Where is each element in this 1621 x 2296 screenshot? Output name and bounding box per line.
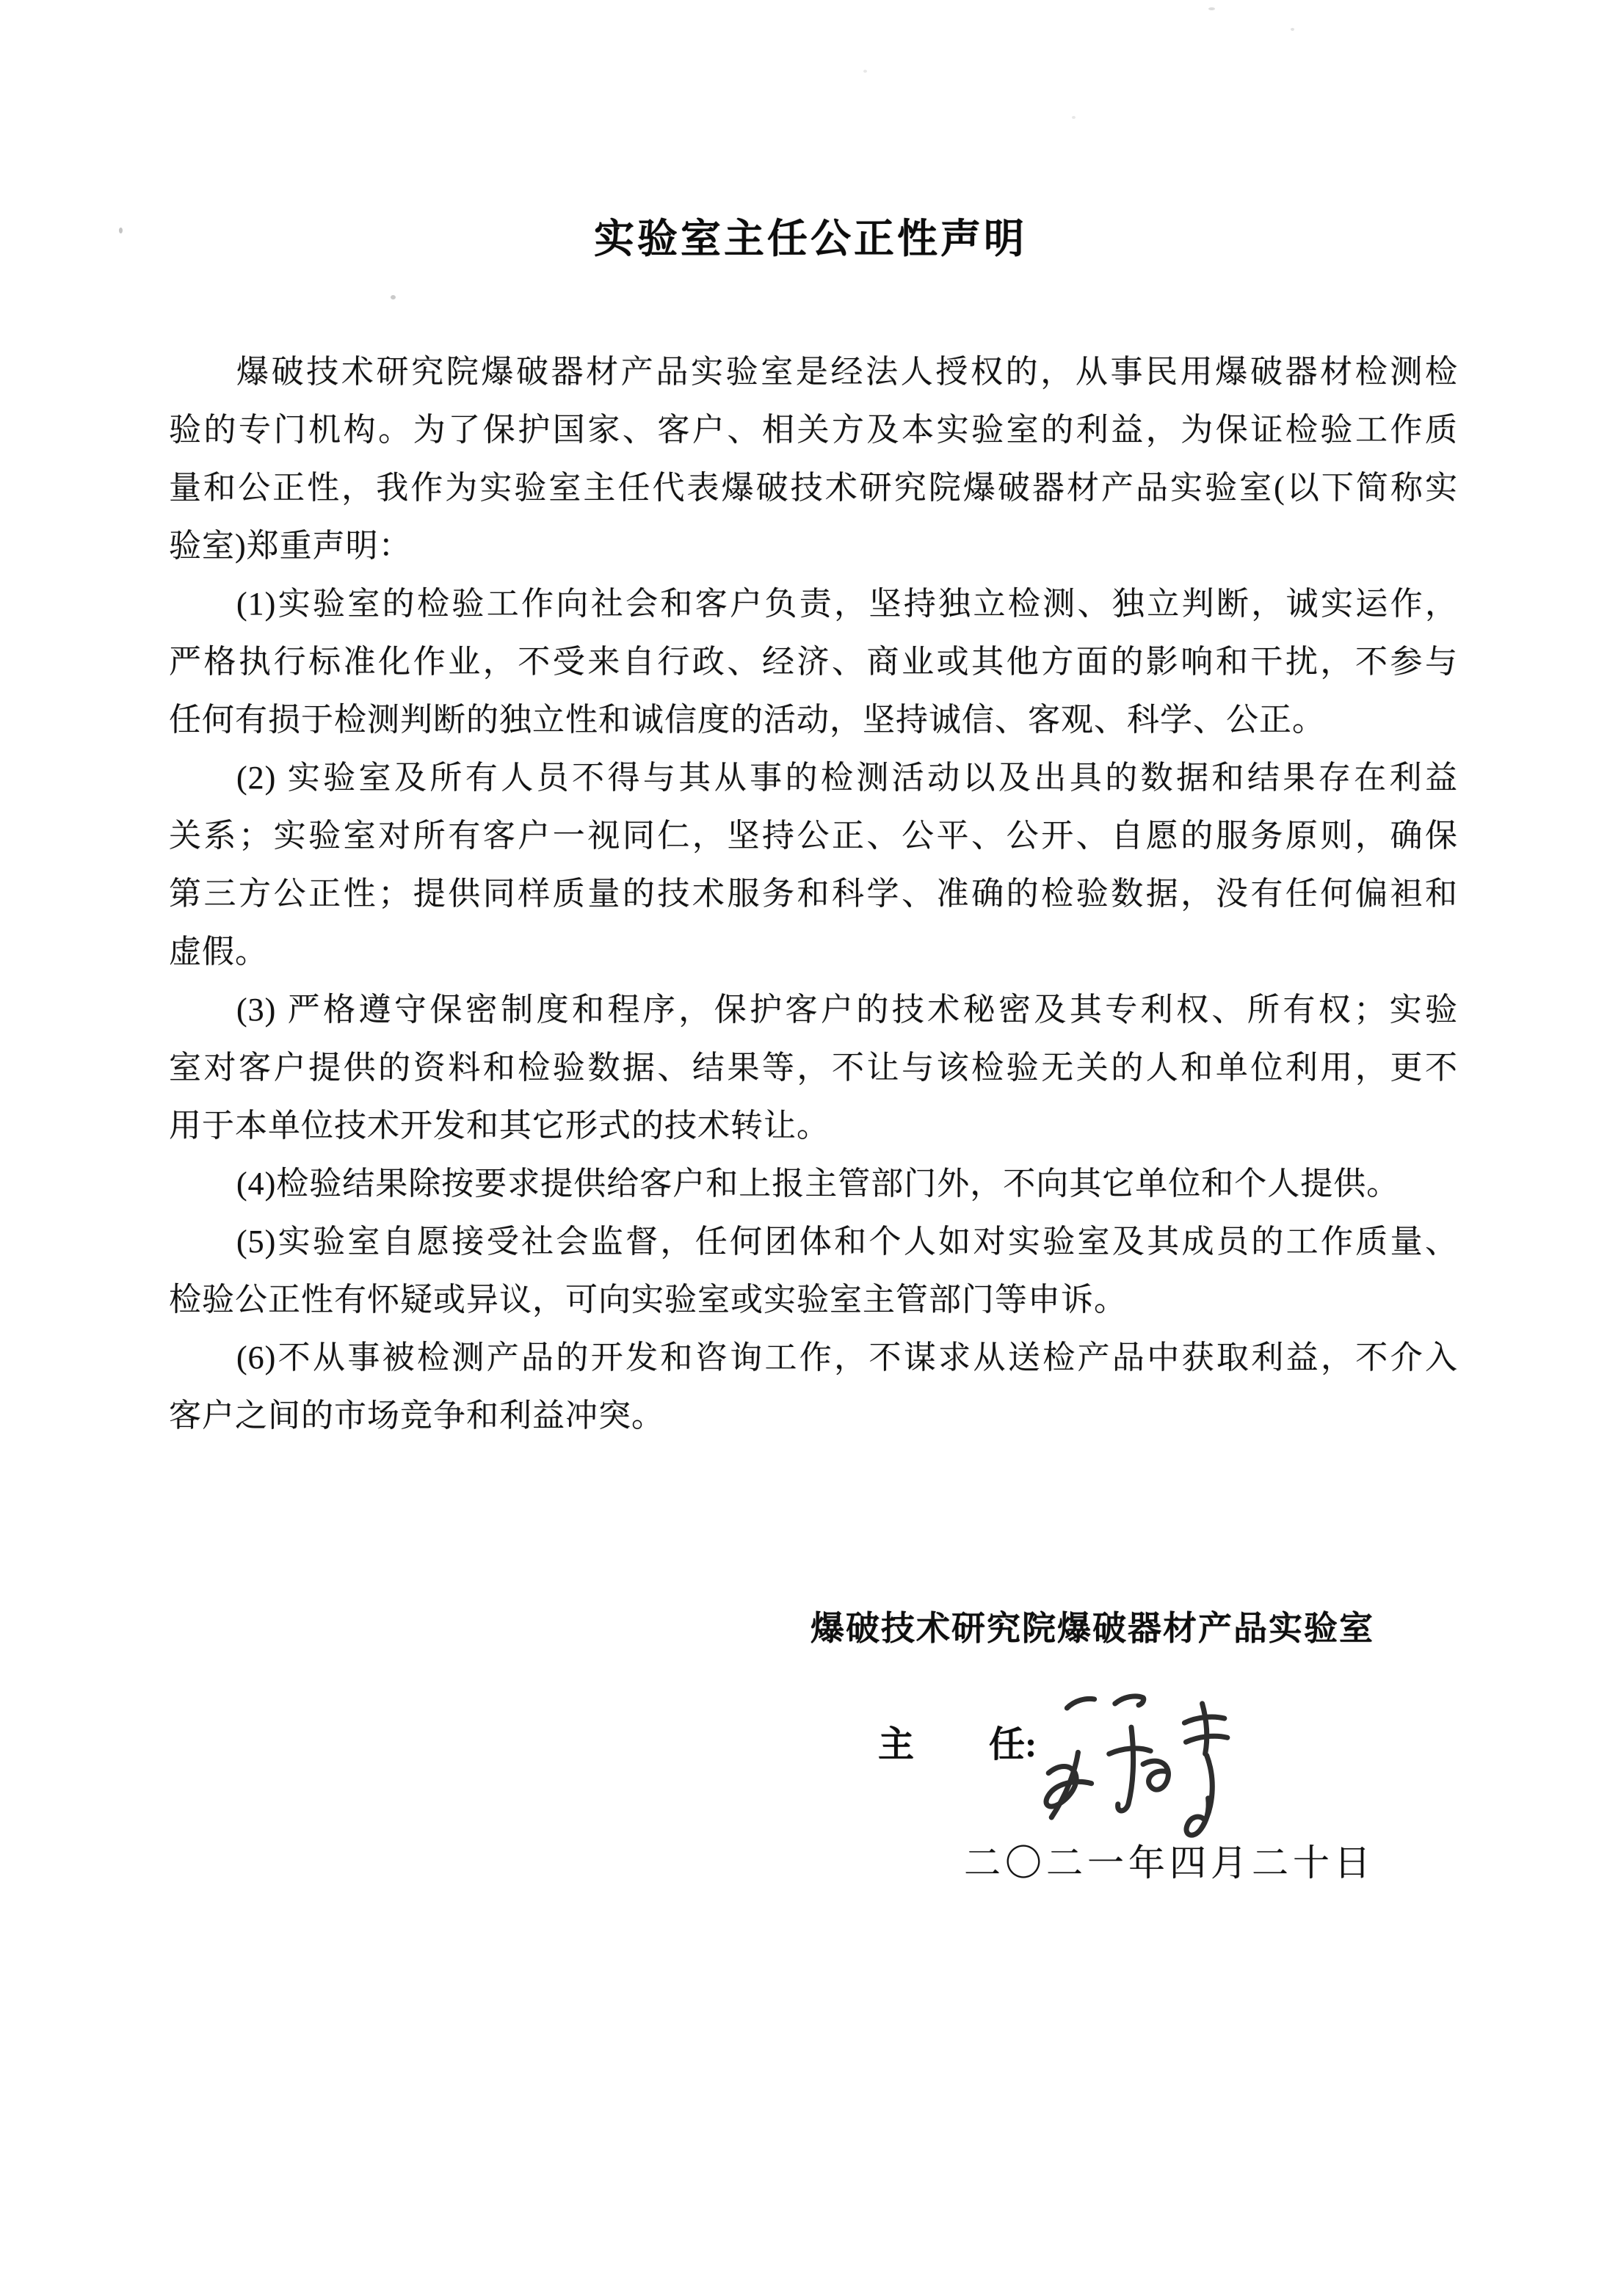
signoff-organization: 爆破技术研究院爆破器材产品实验室: [810, 1610, 1374, 1647]
body-line: 客户之间的市场竞争和利益冲突。: [169, 1398, 664, 1434]
director-signature-handwriting: [1026, 1684, 1248, 1844]
body-line: 验室)郑重声明：: [169, 528, 412, 564]
handwritten-signature-icon: [1026, 1684, 1248, 1844]
statement-body: [169, 343, 1458, 1445]
body-line: 第三方公正性；提供同样质量的技术服务和科学、准确的检验数据，没有任何偏袒和: [169, 876, 1458, 912]
body-line: 任何有损于检测判断的独立性和诚信度的活动，坚持诚信、客观、科学、公正。: [169, 702, 1325, 738]
scan-speck: [863, 70, 867, 73]
body-line: 量和公正性，我作为实验室主任代表爆破技术研究院爆破器材产品实验室(以下简称实: [169, 470, 1458, 506]
body-line: (3) 严格遵守保密制度和程序，保护客户的技术秘密及其专利权、所有权；实验: [236, 992, 1458, 1028]
body-line: 检验公正性有怀疑或异议，可向实验室或实验室主管部门等申诉。: [169, 1282, 1127, 1318]
scan-speck: [1072, 116, 1076, 119]
director-role-label-right: 任:: [989, 1724, 1037, 1765]
body-line: 验的专门机构。为了保护国家、客户、相关方及本实验室的利益，为保证检验工作质: [169, 412, 1458, 448]
body-line: 关系；实验室对所有客户一视同仁，坚持公正、公平、公开、自愿的服务原则，确保: [169, 818, 1458, 854]
body-line: (4)检验结果除按要求提供给客户和上报主管部门外，不向其它单位和个人提供。: [236, 1166, 1400, 1202]
signoff-date: 二〇二一年四月二十日: [964, 1842, 1375, 1883]
body-line: 爆破技术研究院爆破器材产品实验室是经法人授权的，从事民用爆破器材检测检: [236, 354, 1458, 390]
body-line: (6)不从事被检测产品的开发和咨询工作，不谋求从送检产品中获取利益，不介入: [236, 1340, 1458, 1376]
director-role-label-left: 主: [878, 1724, 915, 1765]
document-title: 实验室主任公正性声明: [593, 216, 1027, 261]
scan-speck: [1291, 28, 1294, 31]
body-line: 用于本单位技术开发和其它形式的技术转让。: [169, 1108, 830, 1144]
body-line: 虚假。: [169, 934, 268, 970]
body-line: (5)实验室自愿接受社会监督，任何团体和个人如对实验室及其成员的工作质量、: [236, 1224, 1458, 1260]
body-line: (2) 实验室及所有人员不得与其从事的检测活动以及出具的数据和结果存在利益: [236, 760, 1458, 796]
scan-speck: [1208, 7, 1215, 10]
body-line: 室对客户提供的资料和检验数据、结果等，不让与该检验无关的人和单位利用，更不: [169, 1050, 1458, 1086]
body-line: 严格执行标准化作业，不受来自行政、经济、商业或其他方面的影响和干扰，不参与: [169, 644, 1458, 680]
director-role-label: [878, 1716, 1037, 1768]
body-line: (1)实验室的检验工作向社会和客户负责，坚持独立检测、独立判断，诚实运作，: [236, 586, 1458, 622]
scan-speck: [391, 295, 396, 299]
